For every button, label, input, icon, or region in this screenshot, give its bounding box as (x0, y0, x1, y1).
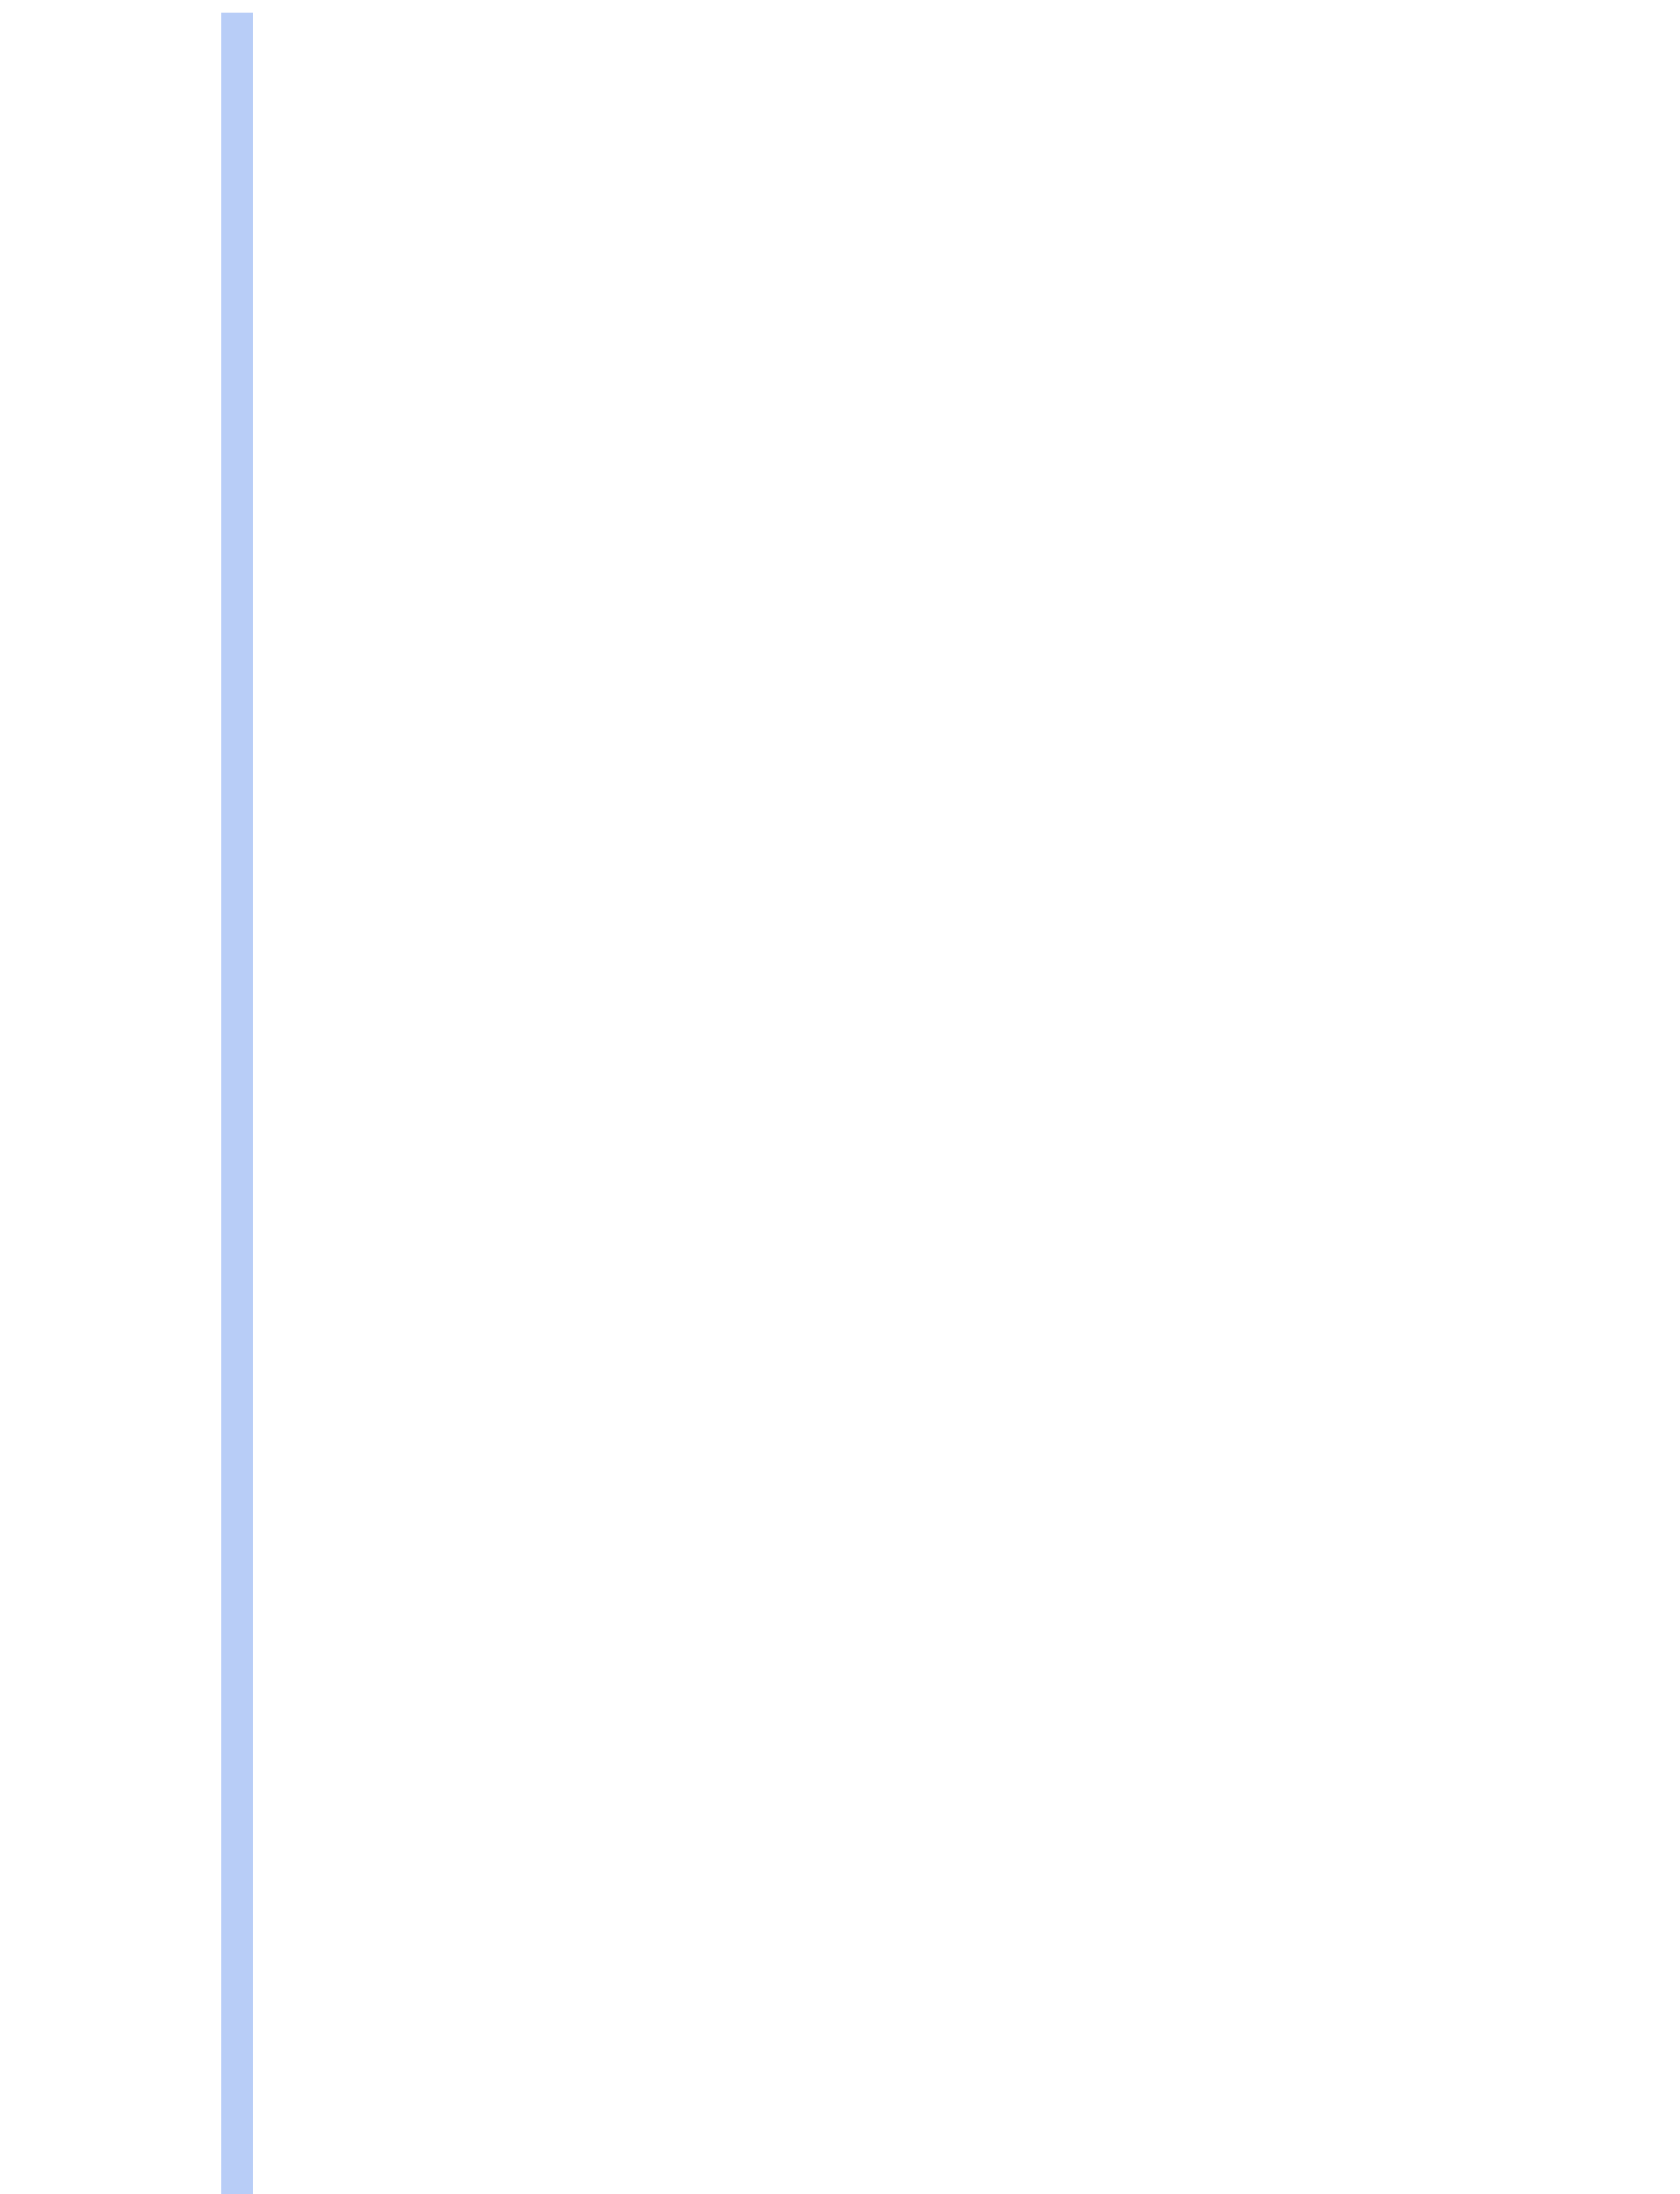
section-band (221, 13, 253, 2194)
data-grid (349, 11, 1547, 912)
column-headers (254, 11, 349, 912)
